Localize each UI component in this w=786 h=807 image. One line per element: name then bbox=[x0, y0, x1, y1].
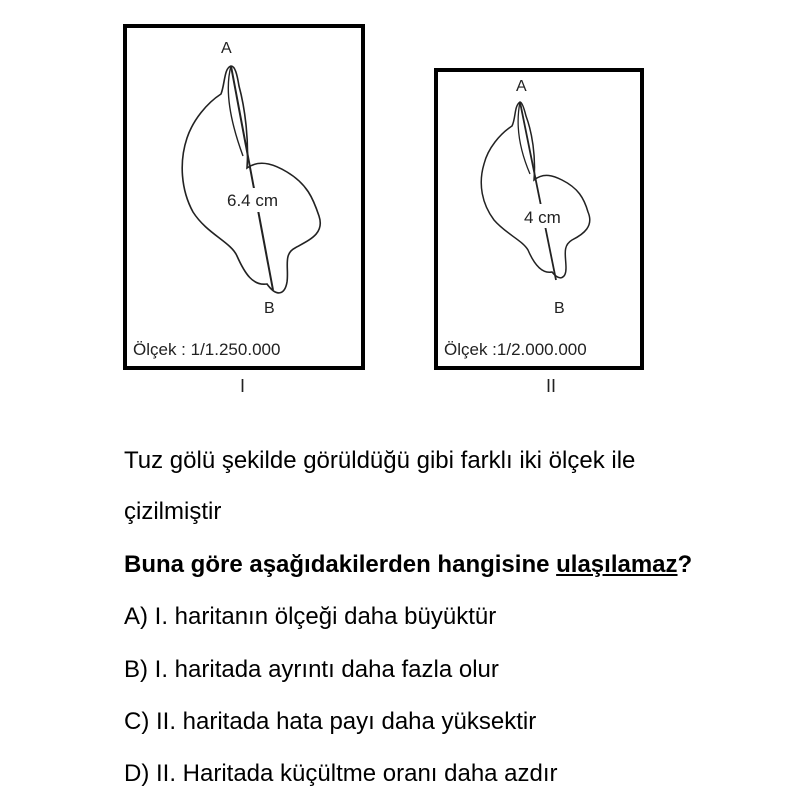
point-a-label-1: A bbox=[221, 40, 232, 57]
point-a-label-2: A bbox=[516, 78, 527, 95]
question-text-line-2: çizilmiştir bbox=[124, 498, 222, 525]
map-2-number: II bbox=[546, 376, 557, 396]
map-1-frame bbox=[123, 24, 365, 370]
point-b-label-1: B bbox=[264, 300, 275, 317]
prompt-end: ? bbox=[677, 551, 693, 578]
option-d[interactable]: D) II. Haritada küçültme oranı daha azdır bbox=[124, 760, 558, 787]
question-prompt bbox=[124, 550, 692, 580]
map-1-number: I bbox=[240, 376, 246, 396]
lake-shape-1 bbox=[182, 66, 320, 293]
scale-label-2: Ölçek :1/2.000.000 bbox=[444, 340, 587, 359]
measure-line-2 bbox=[520, 102, 556, 280]
option-c[interactable]: C) II. haritada hata payı daha yüksektir bbox=[124, 708, 537, 735]
map-2-frame bbox=[434, 68, 644, 370]
distance-label-2: 4 cm bbox=[524, 208, 561, 227]
scale-label-1: Ölçek : 1/1.250.000 bbox=[133, 340, 281, 359]
option-a[interactable]: A) I. haritanın ölçeği daha büyüktür bbox=[124, 603, 497, 630]
point-b-label-2: B bbox=[554, 300, 565, 317]
option-b[interactable]: B) I. haritada ayrıntı daha fazla olur bbox=[124, 656, 499, 683]
prompt-start: Buna göre aşağıdakilerden hangisine bbox=[124, 551, 557, 578]
prompt-underlined-word: ulaşılamaz bbox=[556, 551, 678, 578]
distance-label-1: 6.4 cm bbox=[227, 191, 279, 210]
lake-shape-2 bbox=[481, 102, 590, 278]
question-text-line-1: Tuz gölü şekilde görüldüğü gibi farklı iki ölçek ile bbox=[124, 447, 636, 474]
